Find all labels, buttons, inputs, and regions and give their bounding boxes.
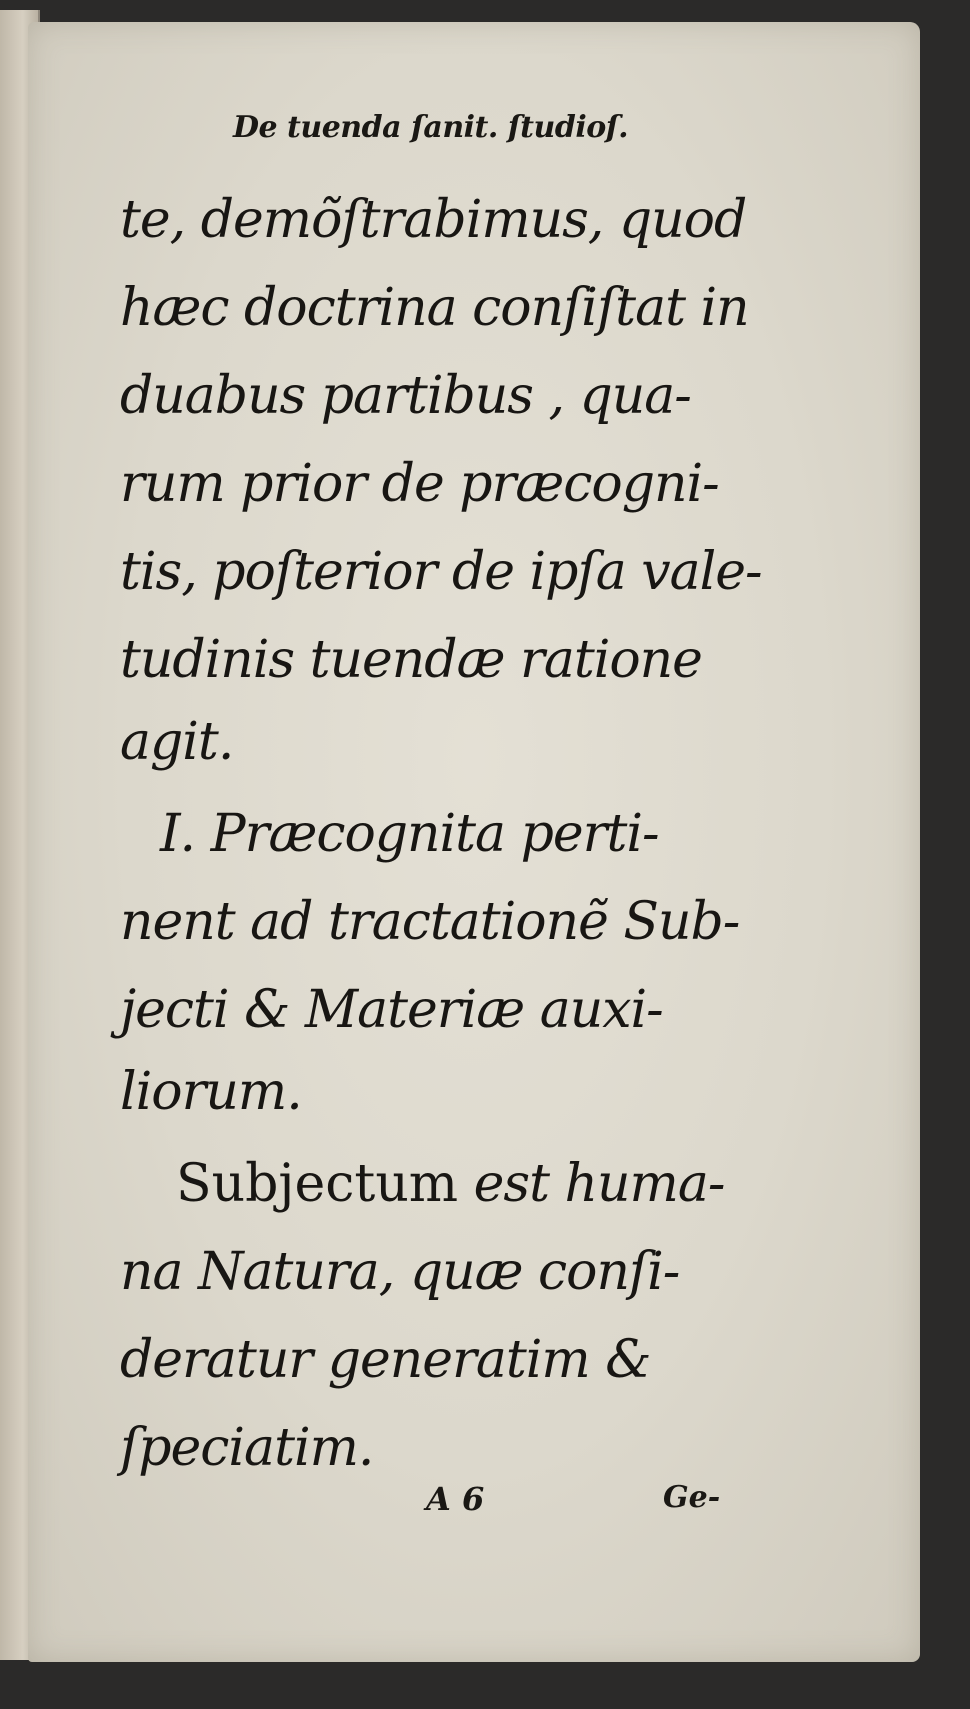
text-line-1: te, demõſtrabimus, quod — [120, 190, 747, 250]
subjectum-line-rest: est huma- — [473, 1154, 725, 1214]
paragraph-subjectum-line-4: ſpeciatim. — [120, 1418, 374, 1478]
text-line-3: duabus partibus , qua- — [120, 366, 691, 426]
paragraph-subjectum-line-2: na Natura, quæ conſi- — [120, 1242, 680, 1302]
text-line-2: hæc doctrina conſiſtat in — [120, 278, 749, 338]
paragraph-praecognita-line-2: nent ad tractationẽ Sub- — [120, 892, 740, 952]
subjectum-word: Subjectum — [176, 1154, 459, 1214]
text-line-4: rum prior de præcogni- — [120, 454, 719, 514]
paragraph-praecognita-line-4: liorum. — [120, 1062, 302, 1122]
paragraph-praecognita-line-1: I. Præcognita perti- — [160, 804, 659, 864]
paragraph-praecognita-line-3: jecti & Materiæ auxi- — [120, 980, 663, 1040]
paragraph-subjectum-line-3: deratur generatim & — [120, 1330, 651, 1390]
signature-mark: A 6 — [426, 1480, 485, 1518]
text-line-5: tis, poſterior de ipſa vale- — [120, 542, 762, 602]
book-page — [28, 22, 920, 1662]
running-head: De tuenda ſanit. ſtudioſ. — [233, 110, 629, 145]
paragraph-subjectum-line-1 — [176, 1154, 724, 1214]
catchword: Ge- — [663, 1480, 721, 1515]
text-line-7: agit. — [120, 712, 234, 772]
text-line-6: tudinis tuendæ ratione — [120, 630, 702, 690]
